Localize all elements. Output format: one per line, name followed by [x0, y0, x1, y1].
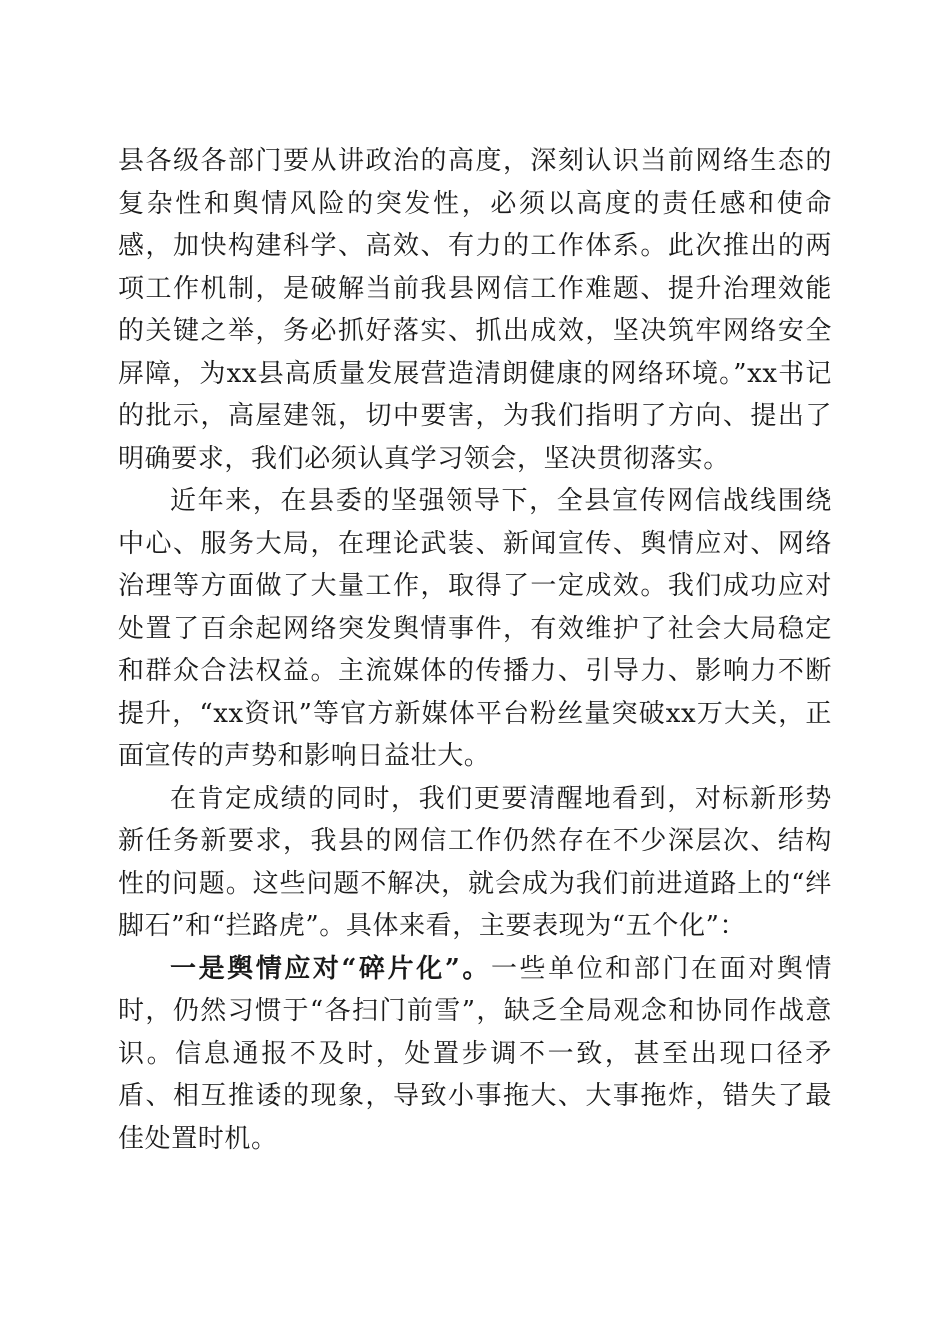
paragraph-continuation: 县各级各部门要从讲政治的高度，深刻认识当前网络生态的复杂性和舆情风险的突发性，必须以高度的责任感和使命感，加快构建科学、高效、有力的工作体系。此次推出的两项工作机制，是破解当前我县网信工作难题、提升治理效能的关键之举，务必抓好落实、抓出成效，坚决筑牢网络安全屏障，为xx县高质量发展营造清朗健康的网络环境。”xx书记的批示，高屋建瓴，切中要害，为我们指明了方向、提出了明确要求，我们必须认真学习领会，坚决贯彻落实。 [118, 146, 832, 474]
paragraph-point-one [118, 948, 832, 1161]
point-one-heading: 一是舆情应对“碎片化”。 [170, 953, 491, 984]
paragraph-achievements: 近年来，在县委的坚强领导下，全县宣传网信战线围绕中心、服务大局，在理论武装、新闻宣传、舆情应对、网络治理等方面做了大量工作，取得了一定成效。我们成功应对处置了百余起网络突发舆情事件，有效维护了社会大局稳定和群众合法权益。主流媒体的传播力、引导力、影响力不断提升，“xx资讯”等官方新媒体平台粉丝量突破xx万大关，正面宣传的声势和影响日益壮大。 [118, 486, 832, 771]
document-body [118, 140, 832, 1160]
point-one-text: 一些单位和部门在面对舆情时，仍然习惯于“各扫门前雪”，缺乏全局观念和协同作战意识。信息通报不及时，处置步调不一致，甚至出现口径矛盾、相互推诿的现象，导致小事拖大、大事拖炸，错失了最佳处置时机。 [118, 953, 832, 1154]
paragraph-problems-intro: 在肯定成绩的同时，我们更要清醒地看到，对标新形势新任务新要求，我县的网信工作仍然存在不少深层次、结构性的问题。这些问题不解决，就会成为我们前进道路上的“绊脚石”和“拦路虎”。具体来看，主要表现为“五个化”： [118, 783, 832, 941]
